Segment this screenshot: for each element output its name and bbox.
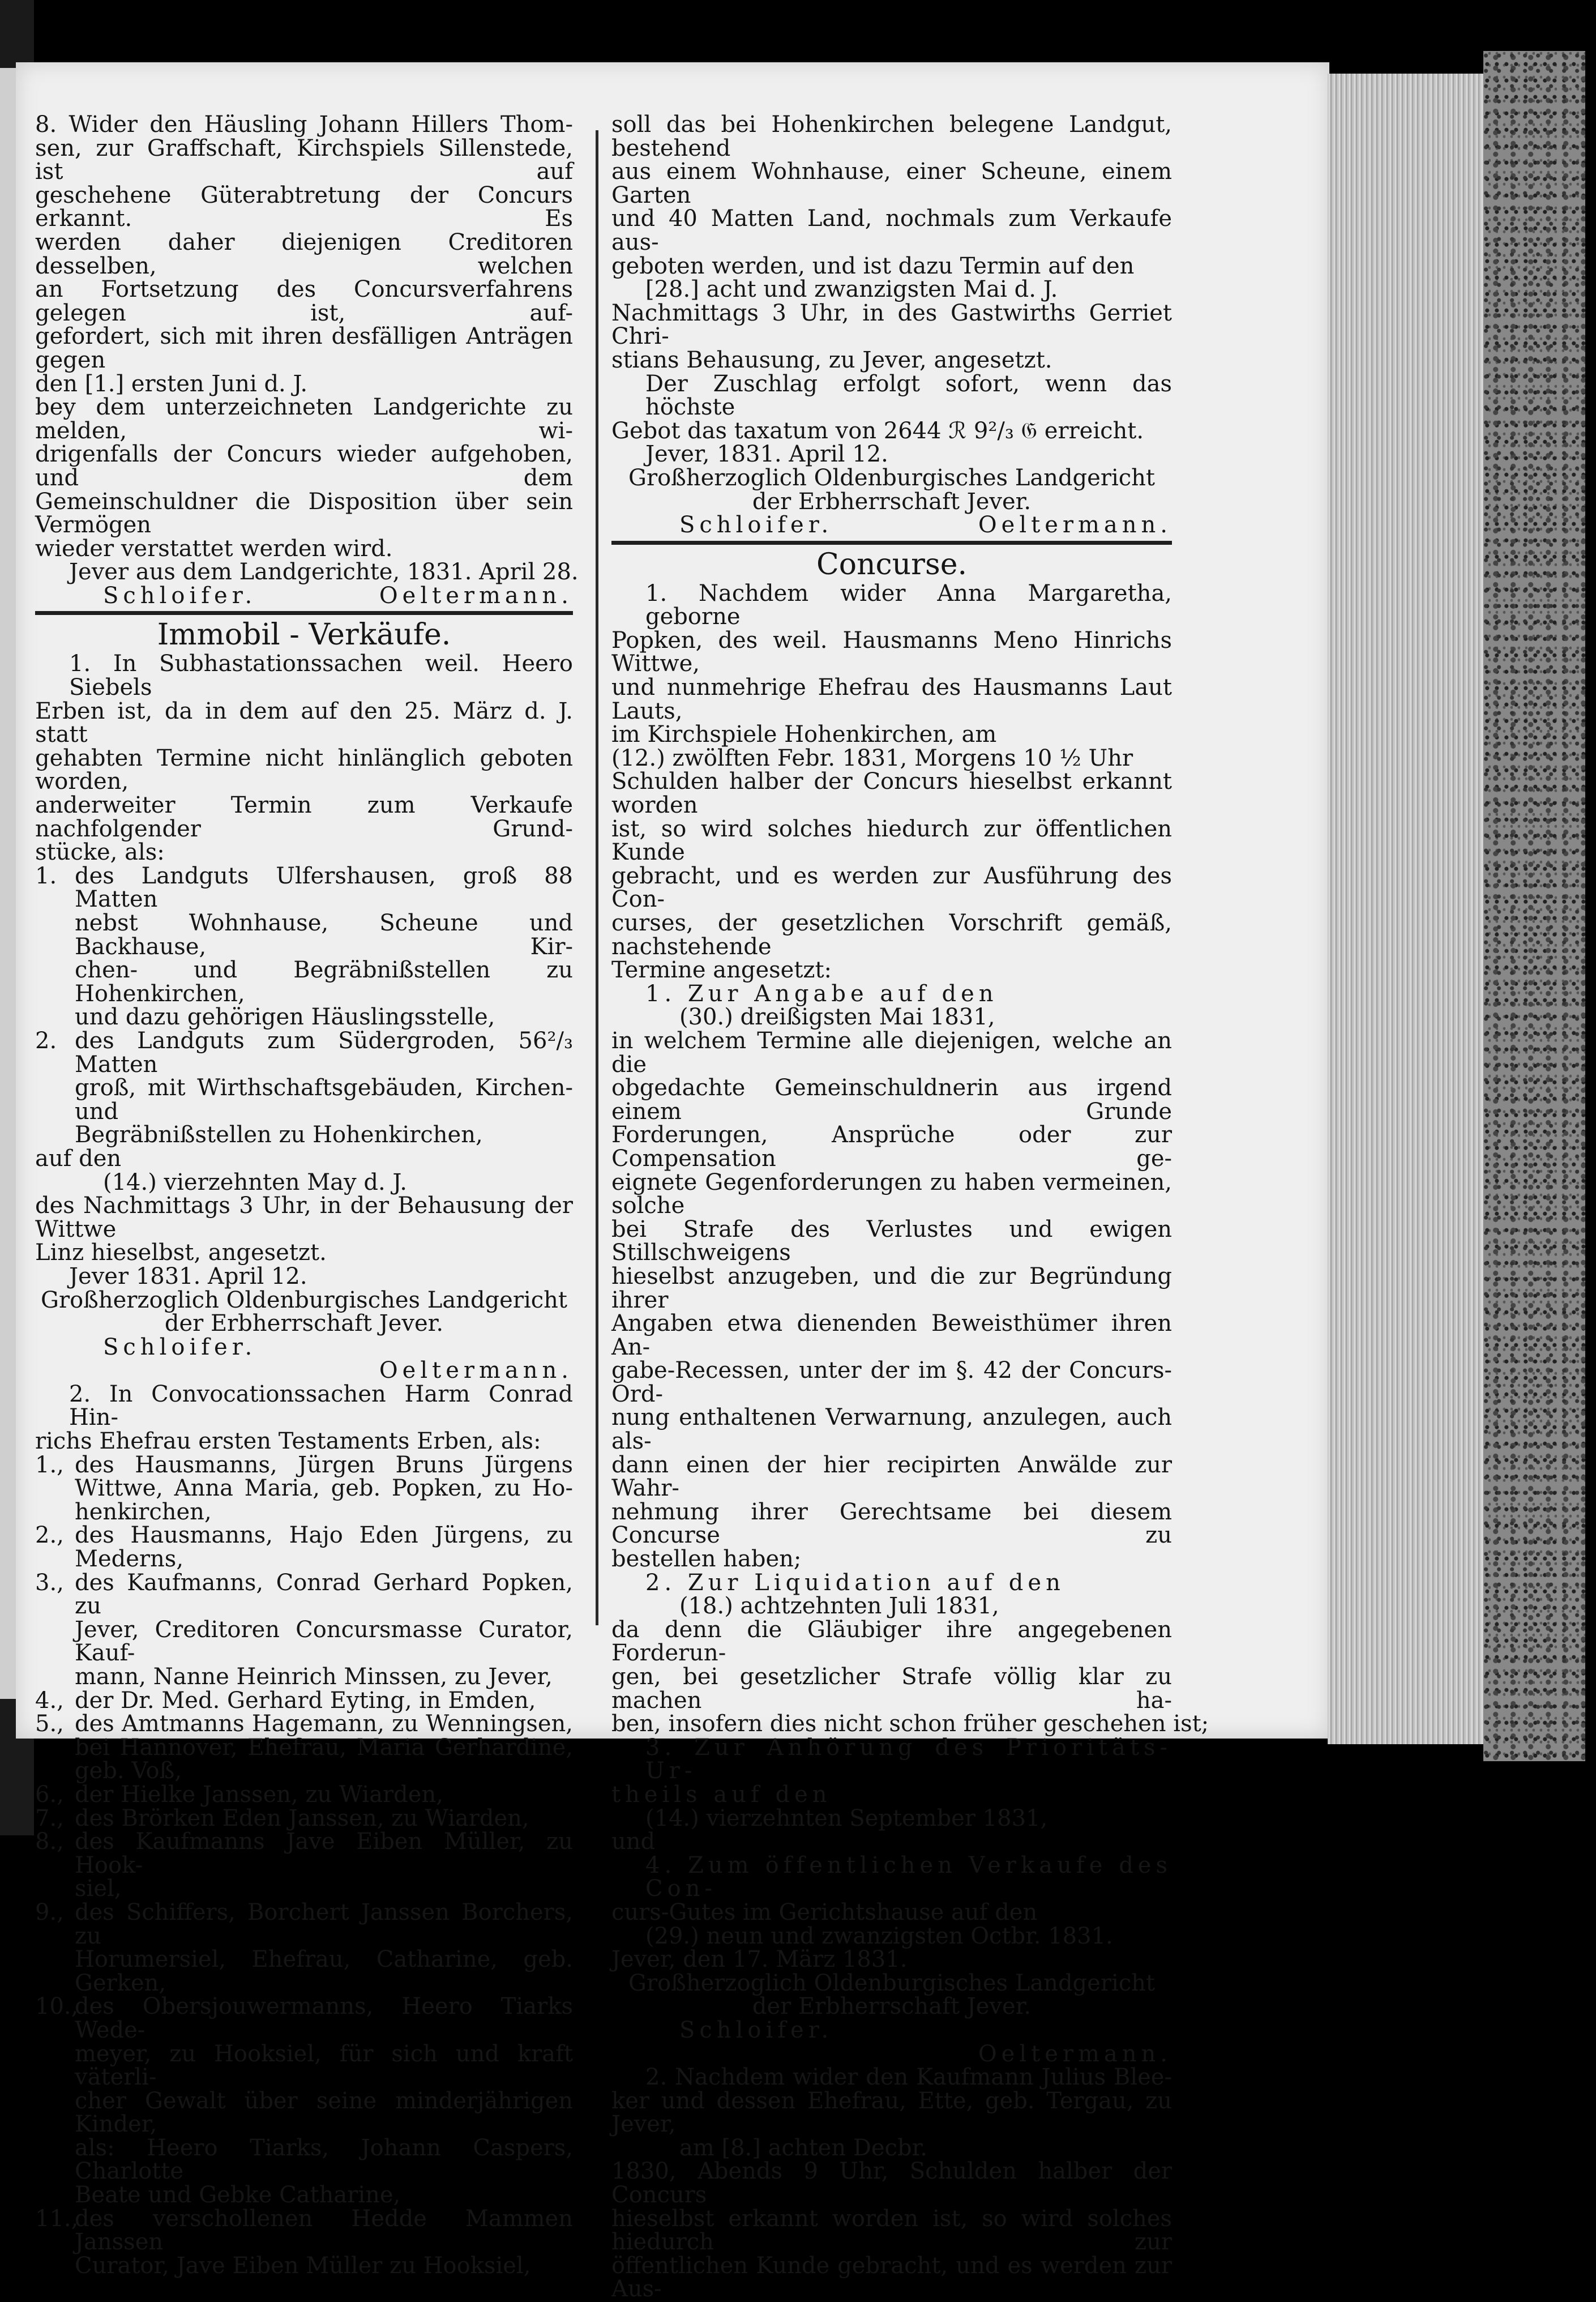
term-heading: 3. Zur Anhörung des Prioritäts-Ur- (645, 1734, 1172, 1784)
text-line: obgedachte Gemeinschuldnerin aus irgend einem Grunde (611, 1075, 1172, 1125)
signature: Schloifer. (679, 512, 833, 539)
signature: Schloifer. (679, 2017, 833, 2043)
text-line: des Obersjouwermanns, Heero Tiarks Wede- (75, 1993, 573, 2043)
text-line: des Schiffers, Borchert Janssen Borchers, zu (75, 1899, 573, 1949)
text-line: gabe-Recessen, unter der im §. 42 der Concurs-Ord- (611, 1357, 1172, 1407)
left-column (35, 112, 579, 2279)
text-line: 1. In Subhastationssachen weil. Heero Siebels (69, 651, 573, 701)
item-number: 11., (35, 2205, 79, 2232)
text-line: gebracht, und es werden zur Ausführung des Con- (611, 862, 1172, 913)
notice-8 (35, 112, 579, 609)
text-line: Beate und Gebke Catharine, (75, 2182, 401, 2209)
term-heading: 4. Zum öffentlichen Verkaufe des Con- (645, 1852, 1172, 1902)
item-text (75, 862, 573, 1031)
date-line: (18.) achtzehnten Juli 1831, (679, 1593, 999, 1620)
text-line: Gebot das taxatum von 2644 ℛ 9²/₃ 𝔊 erreicht. (611, 417, 1144, 444)
term-heading: 1. Zur Angabe auf den (645, 980, 998, 1007)
date-line: (12.) zwölften Febr. 1831, Morgens 10 ½ Uhr (611, 745, 1133, 771)
date-line: [28.] acht und zwanzigsten Mai d. J. (645, 276, 1058, 303)
item-text (75, 1451, 573, 1525)
text-line: des Landguts Ulfershausen, groß 88 Matten (75, 862, 573, 913)
list-item (35, 1830, 573, 1901)
section-heading: Concurse. (816, 547, 968, 582)
section-heading: Immobil - Verkäufe. (157, 618, 451, 652)
text-line: richs Ehefrau ersten Testaments Erben, als: (35, 1428, 541, 1455)
concurs-1 (611, 580, 1209, 2067)
list-item (35, 1783, 573, 1807)
text-line: gefordert, sich mit ihren desfälligen Anträgen gegen (35, 323, 573, 373)
item-text (75, 1830, 573, 1901)
term-heading: theils auf den (611, 1781, 832, 1808)
text-line: des Amtmanns Hagemann, zu Wenningsen, (75, 1711, 573, 1737)
text-line: öffentlichen Kunde gebracht, und es werden zur Aus- (611, 2252, 1172, 2302)
court-name: Großherzoglich Oldenburgisches Landgericht (628, 464, 1155, 491)
text-line: aus einem Wohnhause, einer Scheune, einem Garten (611, 159, 1172, 208)
item-number: 10., (35, 1993, 79, 2020)
court-name: der Erbherrschaft Jever. (164, 1310, 444, 1337)
signature: Oeltermann. (379, 582, 573, 609)
text-line: Popken, des weil. Hausmanns Meno Hinrichs Wittwe, (611, 627, 1172, 677)
text-line: gehabten Termine nicht hinlänglich geboten worden, (35, 745, 573, 795)
signature: Schloifer. (103, 582, 257, 609)
signature: Schloifer. (103, 1334, 257, 1360)
text-line: Gemeinschuldner die Disposition über sein Vermögen (35, 488, 573, 539)
text-line: groß, mit Wirthschaftsgebäuden, Kirchen- und (75, 1075, 573, 1125)
section-rule (35, 611, 573, 615)
notice-immobil-2 (35, 1383, 573, 2278)
text-line: nung enthaltenen Verwarnung, anzulegen, auch als- (611, 1404, 1172, 1455)
text-line: Linz hieselbst, angesetzt. (35, 1240, 327, 1266)
right-column (611, 112, 1209, 2302)
item-text (75, 1524, 573, 1571)
text-line: 2. In Convocationssachen Harm Conrad Hin- (69, 1381, 573, 1431)
text-line: cher Gewalt über seine minderjährigen Kinder, (75, 2087, 573, 2138)
item-number: 9., (35, 1899, 64, 1925)
item-text (75, 1995, 573, 2207)
text-line: an Fortsetzung des Concursverfahrens gelegen ist, auf- (35, 276, 573, 326)
item-text (75, 1901, 573, 1995)
item-number: 5., (35, 1711, 64, 1737)
text-line: bei Hannover, Ehefrau, Maria Gerhardine, (75, 1734, 573, 1761)
text-line: eignete Gegenforderungen zu haben vermeinen, solche (611, 1169, 1172, 1219)
list-item (35, 1451, 573, 1525)
text-line: Forderungen, Ansprüche oder zur Compensation ge- (611, 1122, 1172, 1172)
text-line: auf den (35, 1145, 122, 1172)
text-line: des Nachmittags 3 Uhr, in der Behausung der Wittwe (35, 1193, 573, 1242)
text-line: des Hausmanns, Hajo Eden Jürgens, zu (75, 1522, 573, 1549)
text-line: ker und dessen Ehefrau, Ette, geb. Tergau, zu Jever, (611, 2087, 1172, 2138)
court-name: Großherzoglich Oldenburgisches Landgericht (41, 1287, 567, 1313)
text-line: 1. Nachdem wider Anna Margaretha, geborne (645, 580, 1172, 630)
list-item (35, 1571, 573, 1689)
date-line: (14.) vierzehnten September 1831, (645, 1805, 1048, 1831)
text-line: Curator, Jave Eiben Müller zu Hooksiel, (75, 2252, 531, 2279)
item-number: 6., (35, 1781, 64, 1808)
text-line: nebst Wohnhause, Scheune und Backhause, Kir- (75, 910, 573, 960)
signature: Oeltermann. (978, 512, 1172, 539)
item-number: 1., (35, 1451, 64, 1478)
signature-row (611, 514, 1172, 537)
text-line: und dazu gehörigen Häuslingsstelle, (75, 1004, 495, 1031)
text-line: geschehene Güterabtretung der Concurs erkannt. Es (35, 182, 573, 232)
text-line: 1830, Abends 9 Uhr, Schulden halber der Concurs (611, 2158, 1172, 2209)
text-line: des Hausmanns, Jürgen Bruns Jürgens (75, 1451, 573, 1478)
closing-line: Jever, den 17. März 1831. (611, 1946, 908, 1973)
text-line: hieselbst anzugeben, und die zur Begründung ihrer (611, 1263, 1172, 1313)
text-line: nehmung ihrer Gerechtsame bei diesem Concurse zu (611, 1498, 1172, 1549)
text-line: stücke, als: (35, 839, 165, 866)
text-line: als: Heero Tiarks, Johann Caspers, Charlotte (75, 2134, 573, 2185)
text-line: des Landguts zum Südergroden, 56²/₃ Matten (75, 1027, 573, 1078)
concurs-2 (611, 2066, 1172, 2301)
text-line: Der Zuschlag erfolgt sofort, wenn das höchste (645, 370, 1172, 421)
text-line: anderweiter Termin zum Verkaufe nachfolgender Grund- (35, 792, 573, 842)
item-number: 8., (35, 1829, 64, 1855)
text-line: des Kaufmanns, Conrad Gerhard Popken, zu (75, 1569, 573, 1620)
marbled-book-cover (1483, 51, 1585, 1761)
text-line: soll das bei Hohenkirchen belegene Landgut, bestehend (611, 112, 1172, 161)
text-line: mann, Nanne Heinrich Minssen, zu Jever, (75, 1664, 553, 1690)
signature: Oeltermann. (978, 2040, 1172, 2067)
item-number: 1. (35, 862, 57, 889)
text-line: da denn die Gläubiger ihre angegebenen Forderun- (611, 1616, 1172, 1667)
text-line: gen, bei gesetzlicher Strafe völlig klar zu machen ha- (611, 1664, 1172, 1714)
section-rule (611, 541, 1172, 545)
item-text (75, 1712, 573, 1783)
date-line: (14.) vierzehnten May d. J. (103, 1169, 408, 1195)
court-name: der Erbherrschaft Jever. (752, 488, 1032, 515)
text-line: sen, zur Graffschaft, Kirchspiels Sillenstede, ist auf (35, 135, 573, 185)
item-text (75, 1783, 573, 1807)
list-item (35, 1901, 573, 1995)
item-number: 2., (35, 1522, 64, 1549)
text-line: meyer, zu Hooksiel, für sich und kraft väterli- (75, 2040, 573, 2091)
text-line: bey dem unterzeichneten Landgerichte zu melden, wi- (35, 394, 573, 444)
text-line: bestellen haben; (611, 1546, 802, 1573)
text-line: und (611, 1829, 656, 1855)
text-line: drigenfalls der Concurs wieder aufgehoben, und dem (35, 441, 573, 491)
term-heading: 2. Zur Liquidation auf den (645, 1569, 1065, 1596)
text-line: henkirchen, (75, 1498, 212, 1525)
text-line: hieselbst erkannt worden ist, so wird solches hiedurch zur (611, 2205, 1172, 2256)
text-line: ist, so wird solches hiedurch zur öffentlichen Kunde (611, 815, 1172, 866)
text-line: in welchem Termine alle diejenigen, welche an die (611, 1027, 1172, 1078)
item-number: 3., (35, 1569, 64, 1596)
list-item (35, 2207, 573, 2278)
list-item (35, 1689, 573, 1713)
text-line: 8. Wider den Häusling Johann Hillers Thom- (35, 112, 573, 138)
text-line: der Hielke Janssen, zu Wiarden, (75, 1781, 443, 1808)
signature-row (35, 584, 573, 608)
text-line: den [1.] ersten Juni d. J. (35, 370, 308, 397)
text-line: wieder verstattet werden wird. (35, 535, 393, 562)
item-text (75, 1027, 573, 1148)
text-line: Erben ist, da in dem auf den 25. März d. J. statt (35, 698, 573, 748)
text-line: Begräbnißstellen zu Hohenkirchen, (75, 1122, 483, 1148)
text-line: werden daher diejenigen Creditoren desselben, welchen (35, 229, 573, 279)
date-line: am [8.] achten Decbr. (679, 2134, 928, 2161)
text-line: dann einen der hier recipirten Anwälde zur Wahr- (611, 1451, 1172, 1502)
text-line: des Kaufmanns Jave Eiben Müller, zu Hook- (75, 1829, 573, 1878)
court-name: Großherzoglich Oldenburgisches Landgericht (628, 1970, 1155, 1996)
text-line: 2. Nachdem wider den Kaufmann Julius Blee- (645, 2064, 1172, 2091)
item-text (75, 1571, 573, 1689)
item-number: 4., (35, 1687, 64, 1714)
date-line: (30.) dreißigsten Mai 1831, (679, 1004, 995, 1031)
column-divider (596, 130, 598, 1625)
item-text (75, 1807, 573, 1831)
date-line: (29.) neun und zwanzigsten Octbr. 1831. (645, 1923, 1113, 1949)
text-line: bei Strafe des Verlustes und ewigen Stillschweigens (611, 1216, 1172, 1266)
text-line: und nunmehrige Ehefrau des Hausmanns Laut Lauts, (611, 674, 1172, 724)
text-line: siel, (75, 1876, 122, 1902)
court-name: der Erbherrschaft Jever. (752, 1993, 1032, 2020)
list-item (35, 1995, 573, 2207)
item-text (75, 2207, 573, 2278)
closing-line: Jever aus dem Landgerichte, 1831. April 28. (69, 559, 579, 586)
list-item (35, 1712, 573, 1783)
item-number: 7., (35, 1805, 64, 1831)
text-line: ben, insofern dies nicht schon früher geschehen ist; (611, 1711, 1209, 1737)
text-line: geb. Voß, (75, 1758, 182, 1784)
text-line: stians Behausung, zu Jever, angesetzt. (611, 347, 1052, 373)
item-text (75, 1689, 573, 1713)
term-heading: curs-Gutes im Gerichtshause auf den (611, 1899, 1038, 1925)
text-line: des Brörken Eden Janssen, zu Wiarden, (75, 1805, 529, 1831)
previous-page-strip (0, 68, 17, 1699)
closing-line: Jever, 1831. April 12. (645, 441, 888, 468)
list-item (35, 1524, 573, 1571)
text-line: Termine angesetzt: (611, 957, 832, 984)
text-line: des verschollenen Hedde Mammen Janssen (75, 2205, 573, 2256)
text-line: Jever, Creditoren Concursmasse Curator, Kauf- (75, 1616, 573, 1667)
text-line: Nachmittags 3 Uhr, in des Gastwirths Gerriet Chri- (611, 300, 1172, 350)
list-item (35, 862, 573, 1031)
text-line: curses, der gesetzlichen Vorschrift gemäß, nachstehende (611, 910, 1172, 960)
page-edges (1328, 74, 1492, 1744)
text-line: im Kirchspiele Hohenkirchen, am (611, 721, 997, 748)
notice-immobil-1 (35, 652, 573, 1382)
item-number: 2. (35, 1027, 57, 1054)
list-item (35, 1807, 573, 1831)
notice-landgut-top (611, 113, 1172, 537)
text-line: Wittwe, Anna Maria, geb. Popken, zu Ho- (75, 1475, 573, 1502)
list-item (35, 1027, 573, 1148)
text-line: Angaben etwa dienenden Beweisthümer ihren An- (611, 1310, 1172, 1360)
text-line: und 40 Matten Land, nochmals zum Verkaufe aus- (611, 206, 1172, 255)
text-line: chen- und Begräbnißstellen zu Hohenkirchen, (75, 957, 573, 1007)
closing-line: Jever 1831. April 12. (69, 1263, 307, 1289)
text-line: geboten werden, und ist dazu Termin auf den (611, 253, 1135, 279)
text-line: Mederns, (75, 1546, 184, 1573)
text-line: Horumersiel, Ehefrau, Catharine, geb. Gerken, (75, 1946, 573, 1996)
text-line: der Dr. Med. Gerhard Eyting, in Emden, (75, 1687, 536, 1714)
text-line: Schulden halber der Concurs hieselbst erkannt worden (611, 768, 1172, 819)
signature: Oeltermann. (379, 1357, 573, 1384)
